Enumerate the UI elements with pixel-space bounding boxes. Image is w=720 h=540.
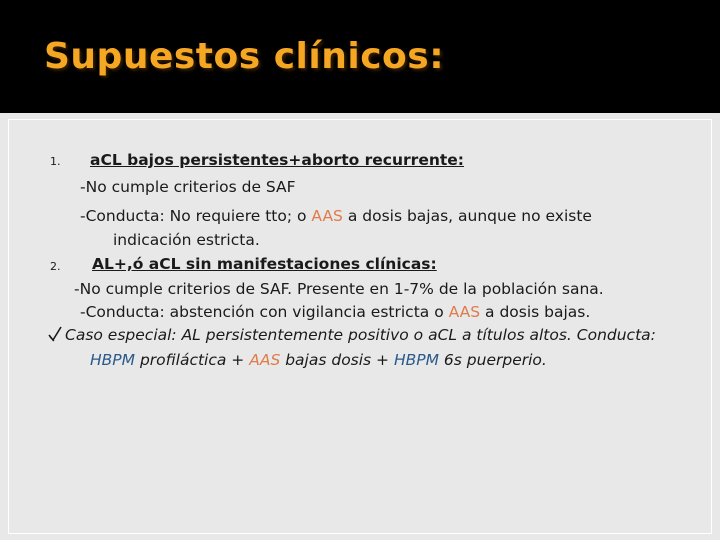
special-hbpm-2: HBPM: [393, 351, 439, 369]
item-1-line-2: [80, 207, 592, 225]
item-2-aas: AAS: [448, 303, 481, 321]
item-2-number: 2.: [50, 260, 61, 273]
item-1-line-2-pre: -Conducta: No requiere tto; o: [80, 207, 312, 225]
special-part-3: 6s puerperio.: [439, 351, 547, 369]
item-2-line-2-post: a dosis bajas.: [480, 303, 591, 321]
title-bar: [0, 0, 720, 110]
special-line-2: [90, 351, 547, 369]
item-1-heading: aCL bajos persistentes+aborto recurrente:: [90, 151, 464, 169]
special-hbpm-1: HBPM: [90, 351, 136, 369]
special-aas: AAS: [249, 351, 281, 369]
item-2-line-1: -No cumple criterios de SAF. Presente en 1-7% de la población sana.: [74, 280, 604, 298]
item-1-line-2-post: a dosis bajas, aunque no existe: [342, 207, 592, 225]
special-part-2: bajas dosis +: [280, 351, 394, 369]
item-2-line-2: [80, 303, 590, 321]
item-1-line-1: -No cumple criterios de SAF: [80, 178, 296, 196]
special-text: Caso especial: AL persistentemente positivo o aCL a títulos altos. Conducta:: [65, 326, 656, 344]
special-line-1: [48, 326, 656, 344]
item-2-line-2-pre: -Conducta: abstención con vigilancia estricta o: [80, 303, 449, 321]
item-1-number: 1.: [50, 155, 61, 168]
slide-title: Supuestos clínicos:: [44, 36, 445, 77]
item-2-heading: AL+,ó aCL sin manifestaciones clínicas:: [92, 255, 437, 273]
check-pencil-icon: [48, 326, 62, 342]
item-1-line-3: indicación estricta.: [113, 231, 260, 249]
special-part-1: profiláctica +: [135, 351, 250, 369]
item-1-aas: AAS: [311, 207, 343, 225]
